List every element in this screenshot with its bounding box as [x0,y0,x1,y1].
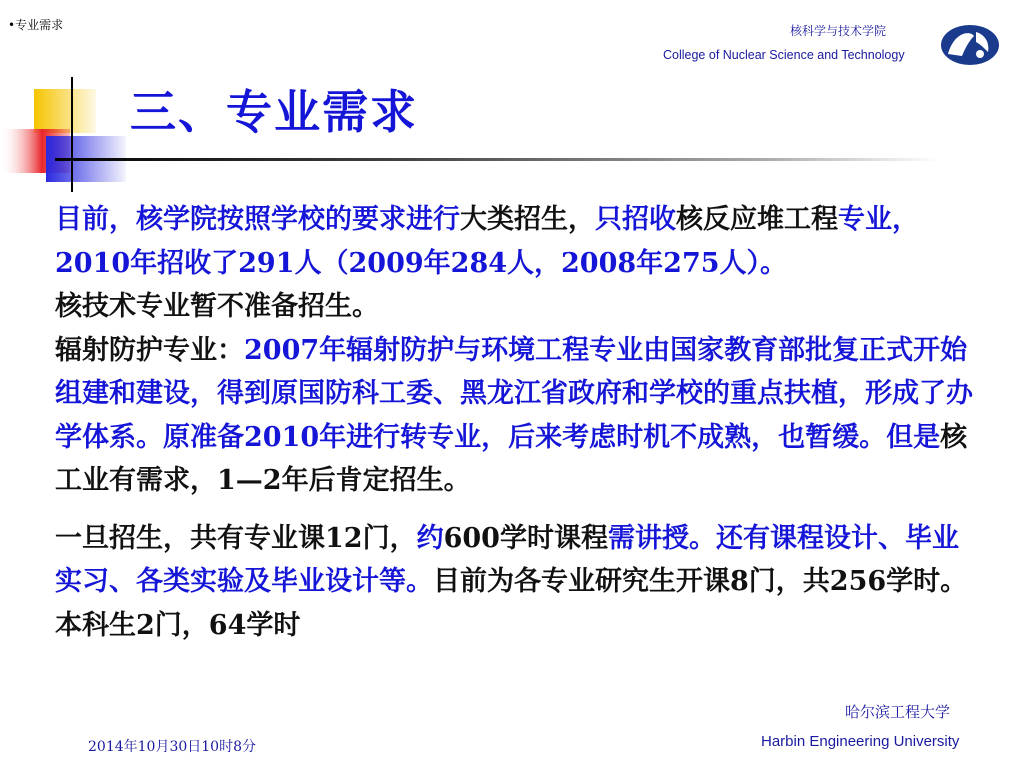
footer-date: 2014年10月30日10时8分 [88,739,256,755]
text-span: 只招收 [595,204,676,235]
college-name-en: College of Nuclear Science and Technology [663,48,905,62]
text-span: 核反应堆工程 [676,204,838,235]
breadcrumb: •专业需求 [8,18,64,32]
text-span: 辐射防护专业： [55,334,244,366]
title-decoration [0,72,140,197]
text-span: 核工业有需求，1—2年后肯定招生。 [55,421,968,496]
page-title: 三、专业需求 [130,85,418,139]
text-span: 需讲授。还有课程设计、毕业实习、各类实验及毕业设计等。 [55,522,959,597]
text-span: 目前，核学院按照学校的要求进行 [55,204,460,235]
college-logo-icon [940,24,1000,66]
text-span: 2007年辐射防护与环境工程专业由国家教育部批复正式开始组建和建设，得到原国防科工委、黑龙江省政府和学校的重点扶植，形成了办学体系。原准备2010年进行转专业，后来考虑时机不成熟，也暂缓。但是 [55,334,973,453]
slide-body [55,198,985,647]
footer-school-en: Harbin Engineering University [761,733,960,750]
paragraph-enrollment [55,198,985,285]
text-span: 目前为各专业研究生开课8门，共256学时。本科生2门，64学时 [55,566,968,641]
paragraph-courses [55,517,985,648]
footer-school-cn: 哈尔滨工程大学 [845,703,951,721]
text-span: 约 [416,522,444,554]
text-span: 一旦招生，共有专业课12门， [55,522,417,554]
text-span: 大类招生， [460,204,595,235]
college-name-cn: 核科学与技术学院 [790,24,887,38]
text-span: 600学时课程 [443,522,608,554]
paragraph-nuclear-tech: 核技术专业暂不准备招生。 [55,291,379,322]
paragraph-radiation-protection [55,329,985,503]
title-underline [55,158,940,161]
text-span: 专业，2010年招收了291人（2009年284人，2008年275人）。 [55,204,919,279]
